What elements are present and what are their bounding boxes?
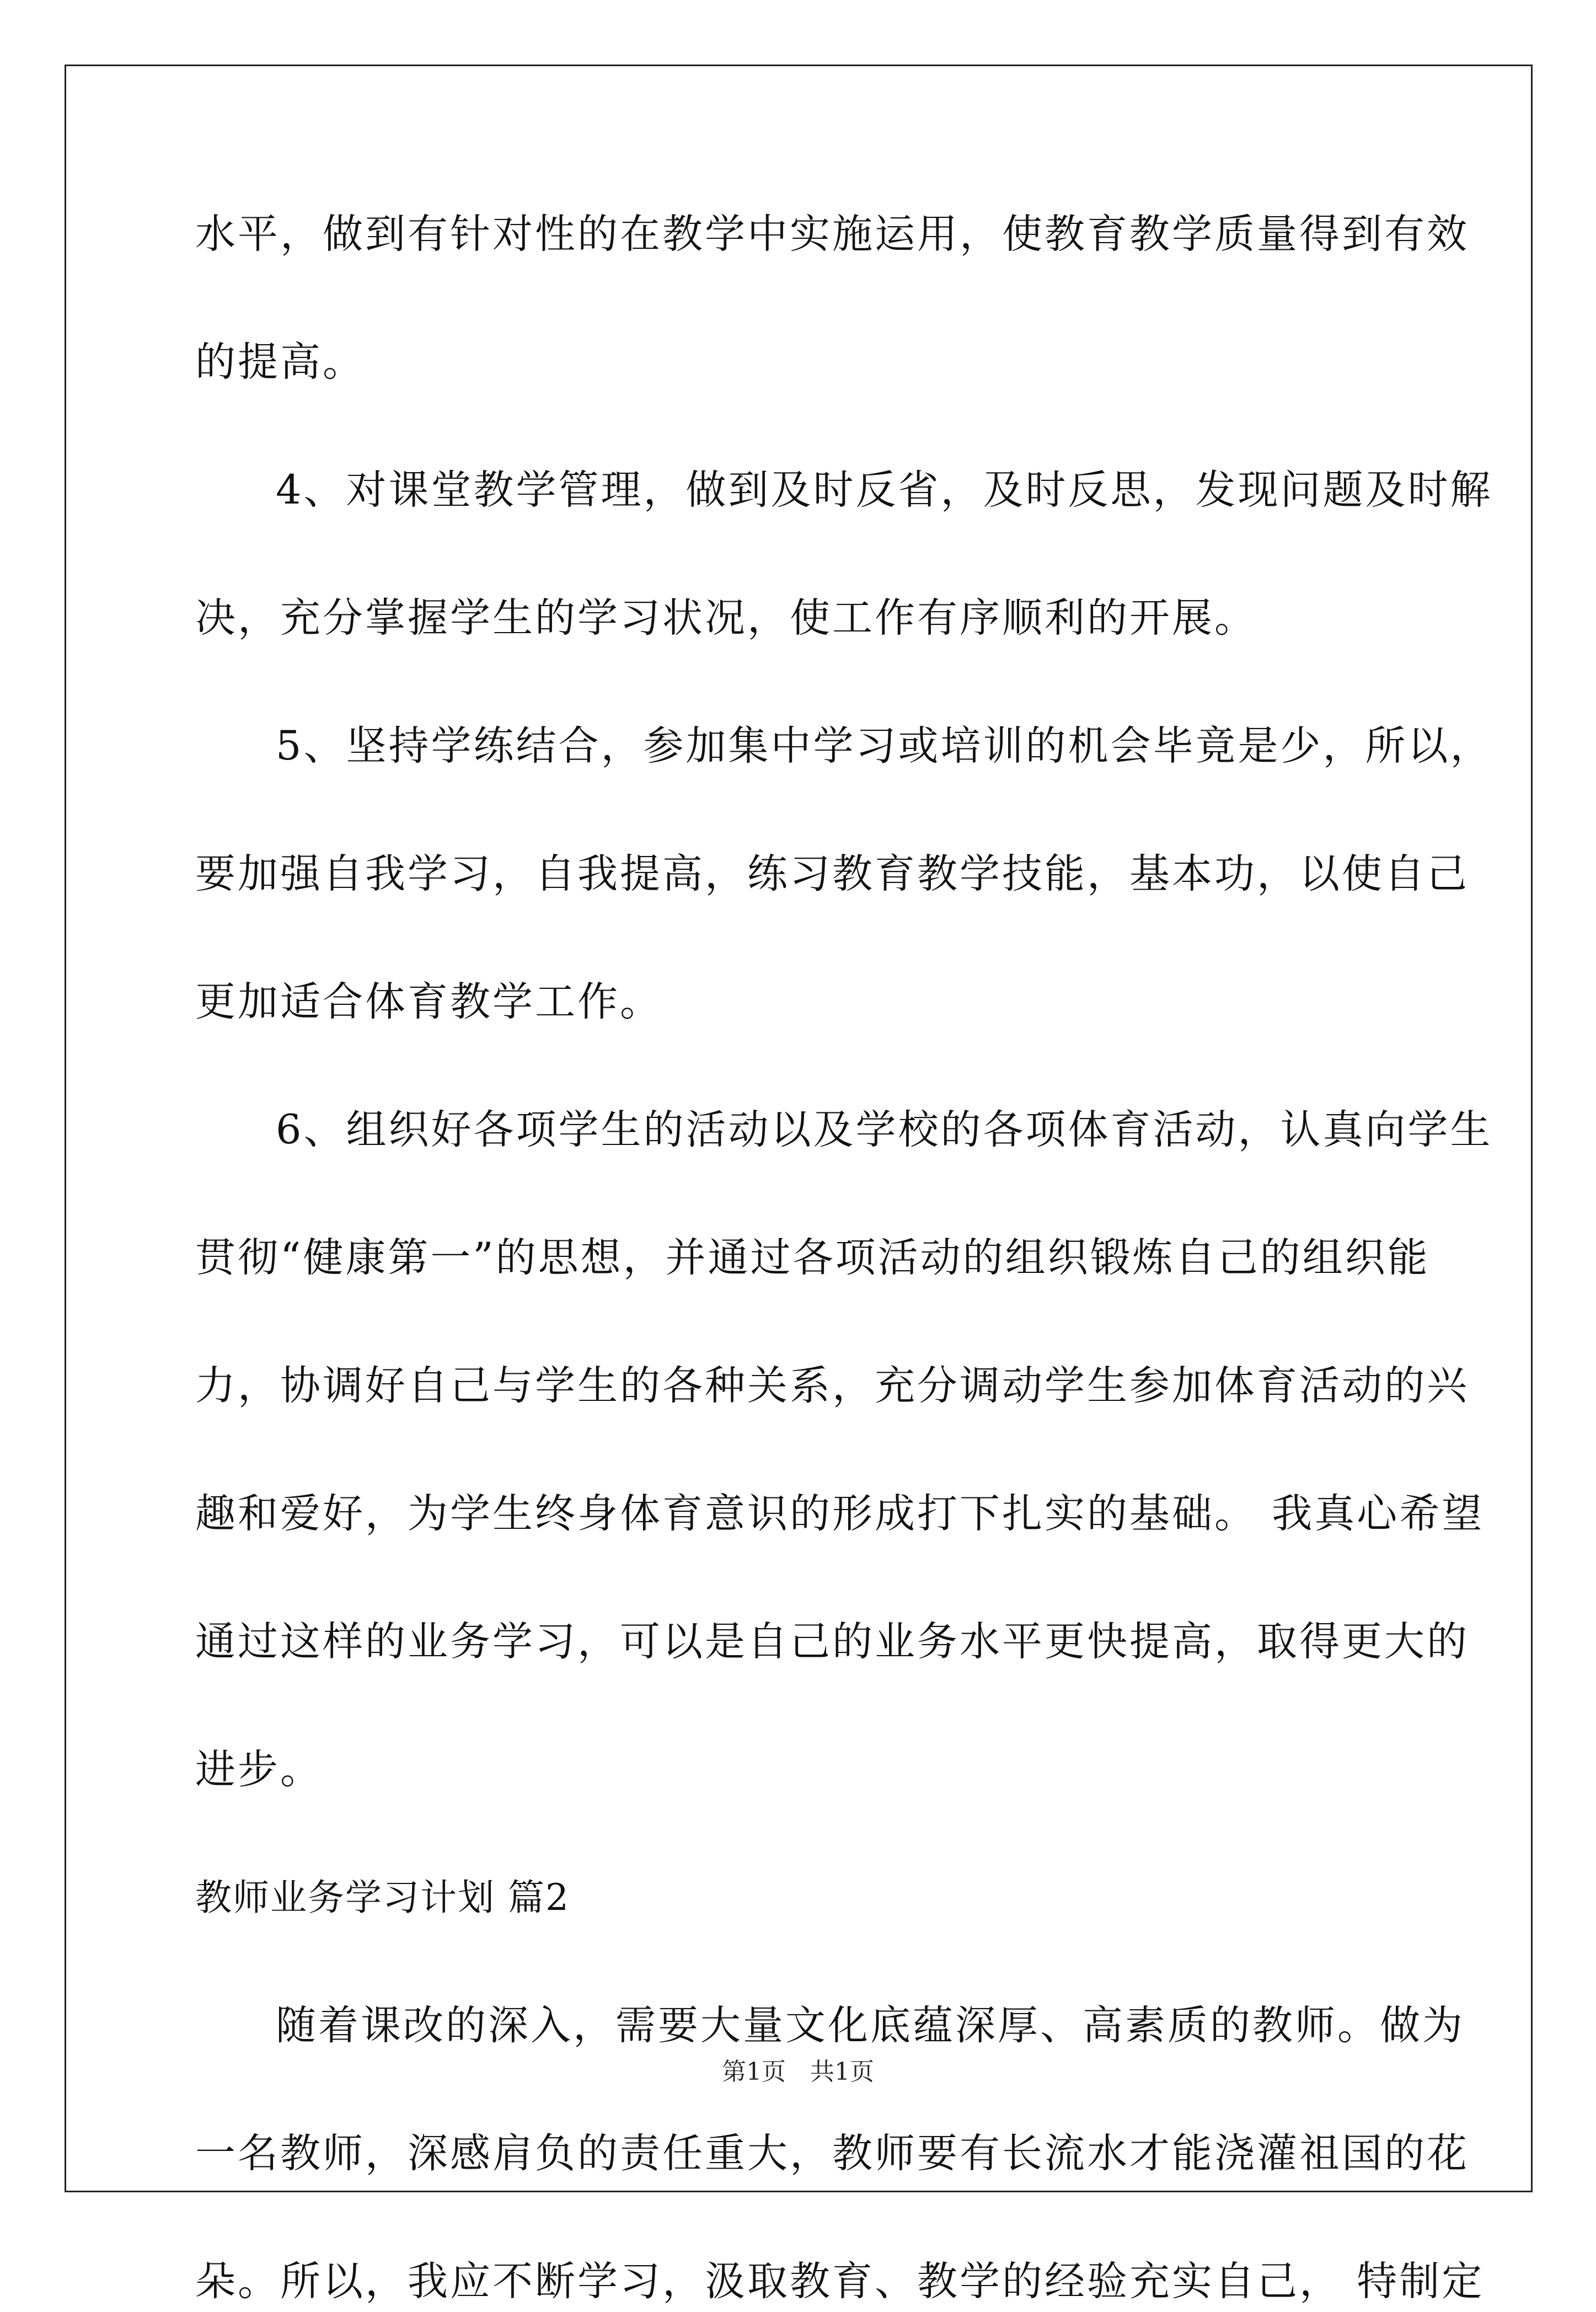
text-line: 水平，做到有针对性的在教学中实施运用，使教育教学质量得到有效 <box>195 211 1469 258</box>
text-line: 随着课改的深入，需要大量文化底蕴深厚、高素质的教师。做为 <box>276 2002 1465 2049</box>
document-body <box>195 204 1493 2312</box>
page-footer: 第1页 共1页 <box>722 2058 874 2086</box>
text-line: 决，充分掌握学生的学习状况，使工作有序顺利的开展。 <box>195 595 1257 641</box>
text-line: 趣和爱好，为学生终身体育意识的形成打下扎实的基础。 我真心希望 <box>195 1490 1485 1537</box>
section-heading: 教师业务学习计划 篇2 <box>195 1876 570 1919</box>
text-line: 朵。所以，我应不断学习，汲取教育、教学的经验充实自己， 特制定 <box>195 2258 1485 2305</box>
text-line: 力，协调好自己与学生的各种关系，充分调动学生参加体育活动的兴 <box>195 1362 1469 1409</box>
text-line: 要加强自我学习，自我提高，练习教育教学技能，基本功，以使自己 <box>195 850 1469 897</box>
text-line: 通过这样的业务学习，可以是自己的业务水平更快提高，取得更大的 <box>195 1618 1469 1665</box>
text-line: 一名教师，深感肩负的责任重大，教师要有长流水才能浇灌祖国的花 <box>195 2130 1469 2177</box>
text-line: 更加适合体育教学工作。 <box>195 978 662 1025</box>
text-line: 贯彻“健康第一”的思想，并通过各项活动的组织锻炼自己的组织能 <box>195 1234 1430 1281</box>
text-line: 5、坚持学练结合，参加集中学习或培训的机会毕竟是少，所以， <box>276 722 1493 769</box>
text-line: 6、组织好各项学生的活动以及学校的各项体育活动，认真向学生 <box>276 1106 1493 1153</box>
text-line: 进步。 <box>195 1746 323 1793</box>
text-line: 4、对课堂教学管理，做到及时反省，及时反思，发现问题及时解 <box>276 467 1493 513</box>
text-line: 的提高。 <box>195 339 365 386</box>
